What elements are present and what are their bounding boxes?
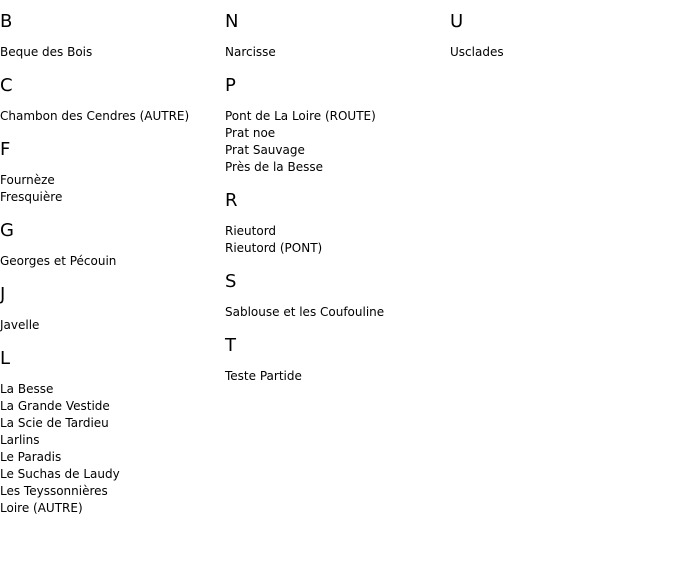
list-item[interactable]: Javelle (0, 318, 40, 332)
entry-list (450, 44, 675, 61)
list-item[interactable]: Georges et Pécouin (0, 254, 117, 268)
list-item[interactable]: Près de la Besse (225, 160, 323, 174)
letter-heading: J (0, 284, 6, 305)
list-item[interactable]: Larlins (0, 433, 40, 447)
letter-heading: G (0, 220, 14, 241)
letter-heading: N (225, 11, 239, 32)
list-item[interactable]: Le Suchas de Laudy (0, 467, 120, 481)
index-column-1 (0, 0, 225, 531)
entry-list (225, 108, 450, 176)
letter-heading: B (0, 11, 13, 32)
letter-group-f (0, 139, 225, 206)
letter-heading: S (225, 271, 237, 292)
list-item[interactable]: Rieutord (225, 224, 277, 238)
entry-list (0, 44, 225, 61)
entry-list (225, 304, 450, 321)
entry-list (225, 368, 450, 385)
list-item[interactable]: Fresquière (0, 190, 63, 204)
list-item[interactable]: Rieutord (PONT) (225, 241, 323, 255)
letter-group-p (225, 75, 450, 176)
list-item[interactable]: Usclades (450, 45, 504, 59)
list-item[interactable]: Chambon des Cendres (AUTRE) (0, 109, 190, 123)
letter-group-s (225, 271, 450, 321)
letter-heading: P (225, 75, 236, 96)
letter-group-r (225, 190, 450, 257)
list-item[interactable]: Loire (AUTRE) (0, 501, 83, 515)
list-item[interactable]: Les Teyssonnières (0, 484, 108, 498)
index-column-3 (450, 0, 675, 75)
entry-list (0, 381, 225, 517)
entry-list (225, 44, 450, 61)
list-item[interactable]: Prat Sauvage (225, 143, 305, 157)
list-item[interactable]: Prat noe (225, 126, 276, 140)
letter-group-c (0, 75, 225, 125)
list-item[interactable]: La Grande Vestide (0, 399, 110, 413)
index-column-2 (225, 0, 450, 399)
list-item[interactable]: Pont de La Loire (ROUTE) (225, 109, 376, 123)
letter-group-b (0, 11, 225, 61)
list-item[interactable]: La Besse (0, 382, 54, 396)
letter-heading: F (0, 139, 11, 160)
entry-list (0, 172, 225, 206)
letter-heading: U (450, 11, 464, 32)
letter-heading: C (0, 75, 13, 96)
letter-group-j (0, 284, 225, 334)
letter-heading: L (0, 348, 11, 369)
entry-list (0, 317, 225, 334)
entry-list (225, 223, 450, 257)
list-item[interactable]: La Scie de Tardieu (0, 416, 109, 430)
letter-group-n (225, 11, 450, 61)
entry-list (0, 253, 225, 270)
letter-group-l (0, 348, 225, 517)
list-item[interactable]: Sablouse et les Coufouline (225, 305, 385, 319)
letter-group-g (0, 220, 225, 270)
letter-heading: T (225, 335, 236, 356)
letter-group-t (225, 335, 450, 385)
letter-heading: R (225, 190, 238, 211)
list-item[interactable]: Beque des Bois (0, 45, 93, 59)
list-item[interactable]: Teste Partide (225, 369, 302, 383)
letter-group-u (450, 11, 675, 61)
list-item[interactable]: Narcisse (225, 45, 276, 59)
entry-list (0, 108, 225, 125)
list-item[interactable]: Le Paradis (0, 450, 62, 464)
list-item[interactable]: Fournèze (0, 173, 55, 187)
